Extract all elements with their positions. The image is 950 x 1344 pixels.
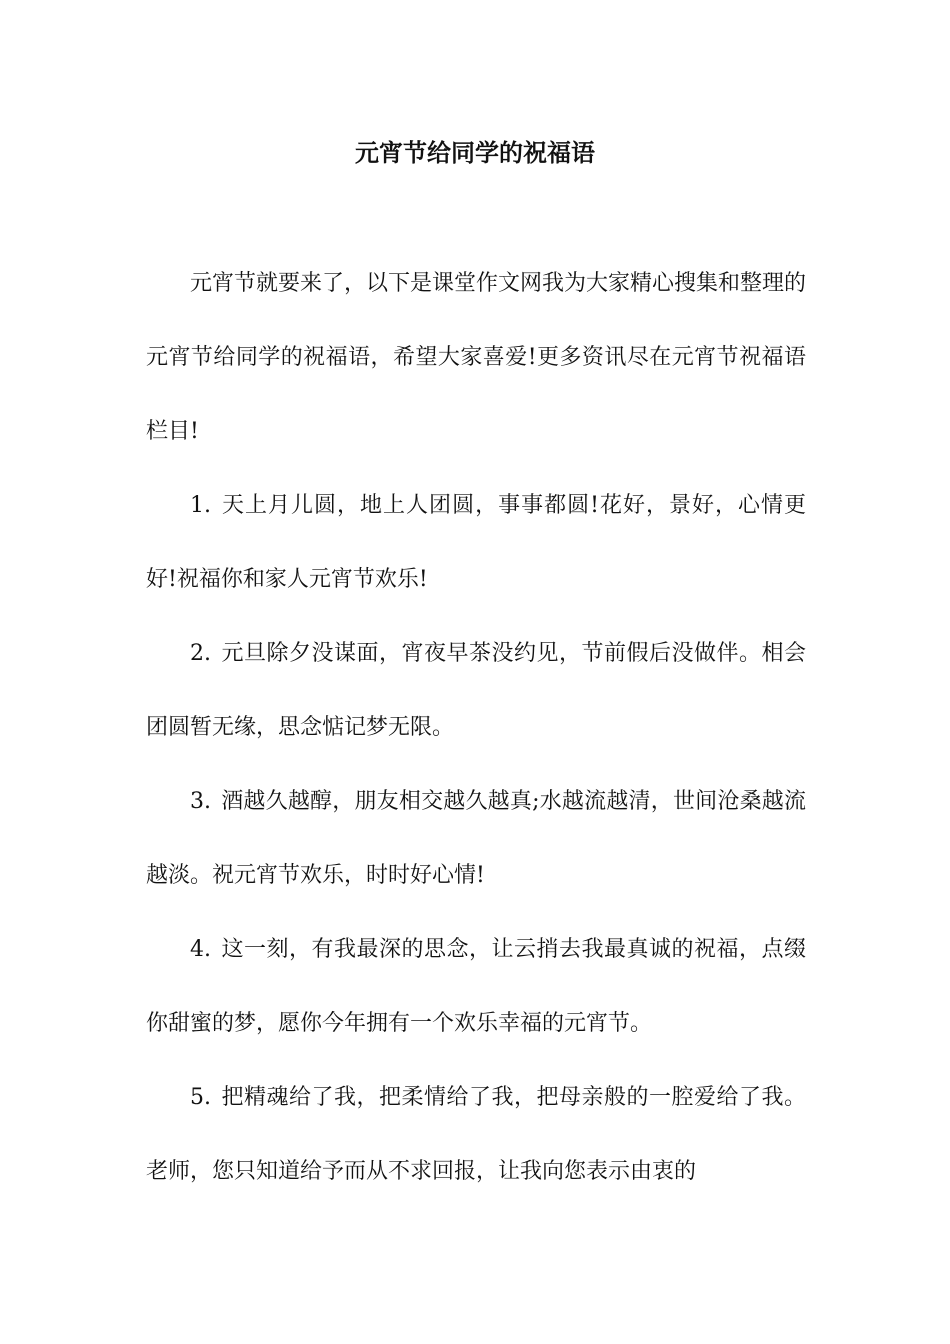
document-body [146, 247, 806, 1209]
item-text: 天上月儿圆，地上人团圆，事事都圆!花好，景好，心情更好!祝福你和家人元宵节欢乐! [146, 493, 806, 592]
item-number: 1. [190, 493, 211, 518]
item-text: 元旦除夕没谋面，宵夜早茶没约见，节前假后没做伴。相会团圆暂无缘，思念惦记梦无限。 [146, 641, 806, 740]
item-number: 3. [190, 789, 211, 814]
item-number: 4. [190, 937, 211, 962]
list-item [146, 765, 806, 913]
list-item [146, 1061, 806, 1209]
intro-paragraph: 元宵节就要来了，以下是课堂作文网我为大家精心搜集和整理的元宵节给同学的祝福语，希望大家喜爱!更多资讯尽在元宵节祝福语栏目! [146, 271, 807, 444]
document-title: 元宵节给同学的祝福语 [355, 138, 595, 167]
list-item [146, 469, 806, 617]
item-text: 这一刻，有我最深的思念，让云捎去我最真诚的祝福，点缀你甜蜜的梦，愿你今年拥有一个欢乐幸福的元宵节。 [146, 937, 806, 1036]
list-item [146, 913, 806, 1061]
item-text: 把精魂给了我，把柔情给了我，把母亲般的一腔爱给了我。老师，您只知道给予而从不求回报，让我向您表示由衷的 [146, 1085, 806, 1184]
list-item [146, 617, 806, 765]
item-number: 2. [190, 641, 211, 666]
item-number: 5. [190, 1085, 211, 1110]
item-text: 酒越久越醇，朋友相交越久越真;水越流越清，世间沧桑越流越淡。祝元宵节欢乐，时时好心情! [146, 789, 806, 888]
